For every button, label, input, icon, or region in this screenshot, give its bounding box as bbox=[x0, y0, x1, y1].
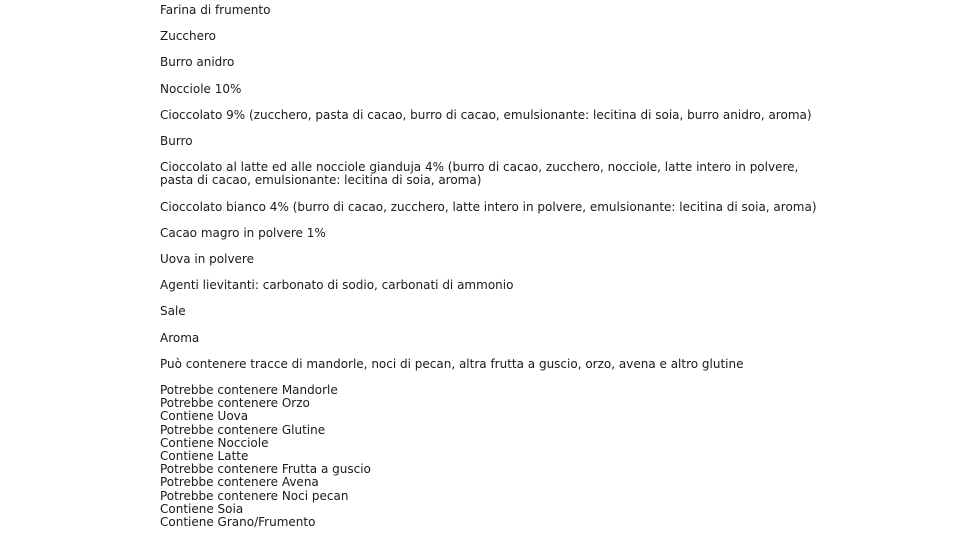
allergen-item: Potrebbe contenere Orzo bbox=[160, 396, 310, 411]
allergen-list bbox=[160, 384, 820, 529]
ingredient-line: Sale bbox=[160, 304, 186, 319]
trace-warning: Può contenere tracce di mandorle, noci di pecan, altra frutta a guscio, orzo, avena e altro glutine bbox=[160, 356, 744, 371]
ingredient-line: Cacao magro in polvere 1% bbox=[160, 225, 326, 240]
ingredient-line: Cioccolato 9% (zucchero, pasta di cacao, burro di cacao, emulsionante: lecitina di soia, burro anidro, aroma) bbox=[160, 107, 812, 122]
ingredient-line: Zucchero bbox=[160, 29, 217, 44]
ingredient-line: Cioccolato bianco 4% (burro di cacao, zucchero, latte intero in polvere, emulsionante: lecitina di soia, aroma) bbox=[160, 199, 817, 214]
allergen-item: Potrebbe contenere Mandorle bbox=[160, 383, 338, 398]
ingredients-document bbox=[160, 4, 820, 529]
allergen-item: Contiene Soia bbox=[160, 501, 244, 516]
allergen-item: Contiene Grano/Frumento bbox=[160, 515, 316, 530]
allergen-item: Contiene Uova bbox=[160, 409, 249, 424]
allergen-item: Contiene Nocciole bbox=[160, 435, 269, 450]
allergen-item: Potrebbe contenere Noci pecan bbox=[160, 488, 349, 503]
ingredient-line: Farina di frumento bbox=[160, 3, 271, 17]
ingredient-line: Burro anidro bbox=[160, 55, 235, 70]
ingredient-line: Nocciole 10% bbox=[160, 81, 242, 96]
allergen-item: Potrebbe contenere Avena bbox=[160, 475, 319, 490]
ingredient-line: Cioccolato al latte ed alle nocciole gianduja 4% (burro di cacao, zucchero, nocciole, latte intero in polvere, pasta di cacao, emulsionante: lecitina di soia, aroma) bbox=[160, 160, 799, 188]
allergen-item: Potrebbe contenere Frutta a guscio bbox=[160, 462, 371, 477]
ingredient-line: Uova in polvere bbox=[160, 252, 254, 267]
ingredient-line: Aroma bbox=[160, 330, 200, 345]
ingredient-line: Burro bbox=[160, 134, 193, 149]
ingredient-line: Agenti lievitanti: carbonato di sodio, carbonati di ammonio bbox=[160, 278, 514, 293]
allergen-item: Potrebbe contenere Glutine bbox=[160, 422, 326, 437]
allergen-item: Contiene Latte bbox=[160, 449, 249, 464]
